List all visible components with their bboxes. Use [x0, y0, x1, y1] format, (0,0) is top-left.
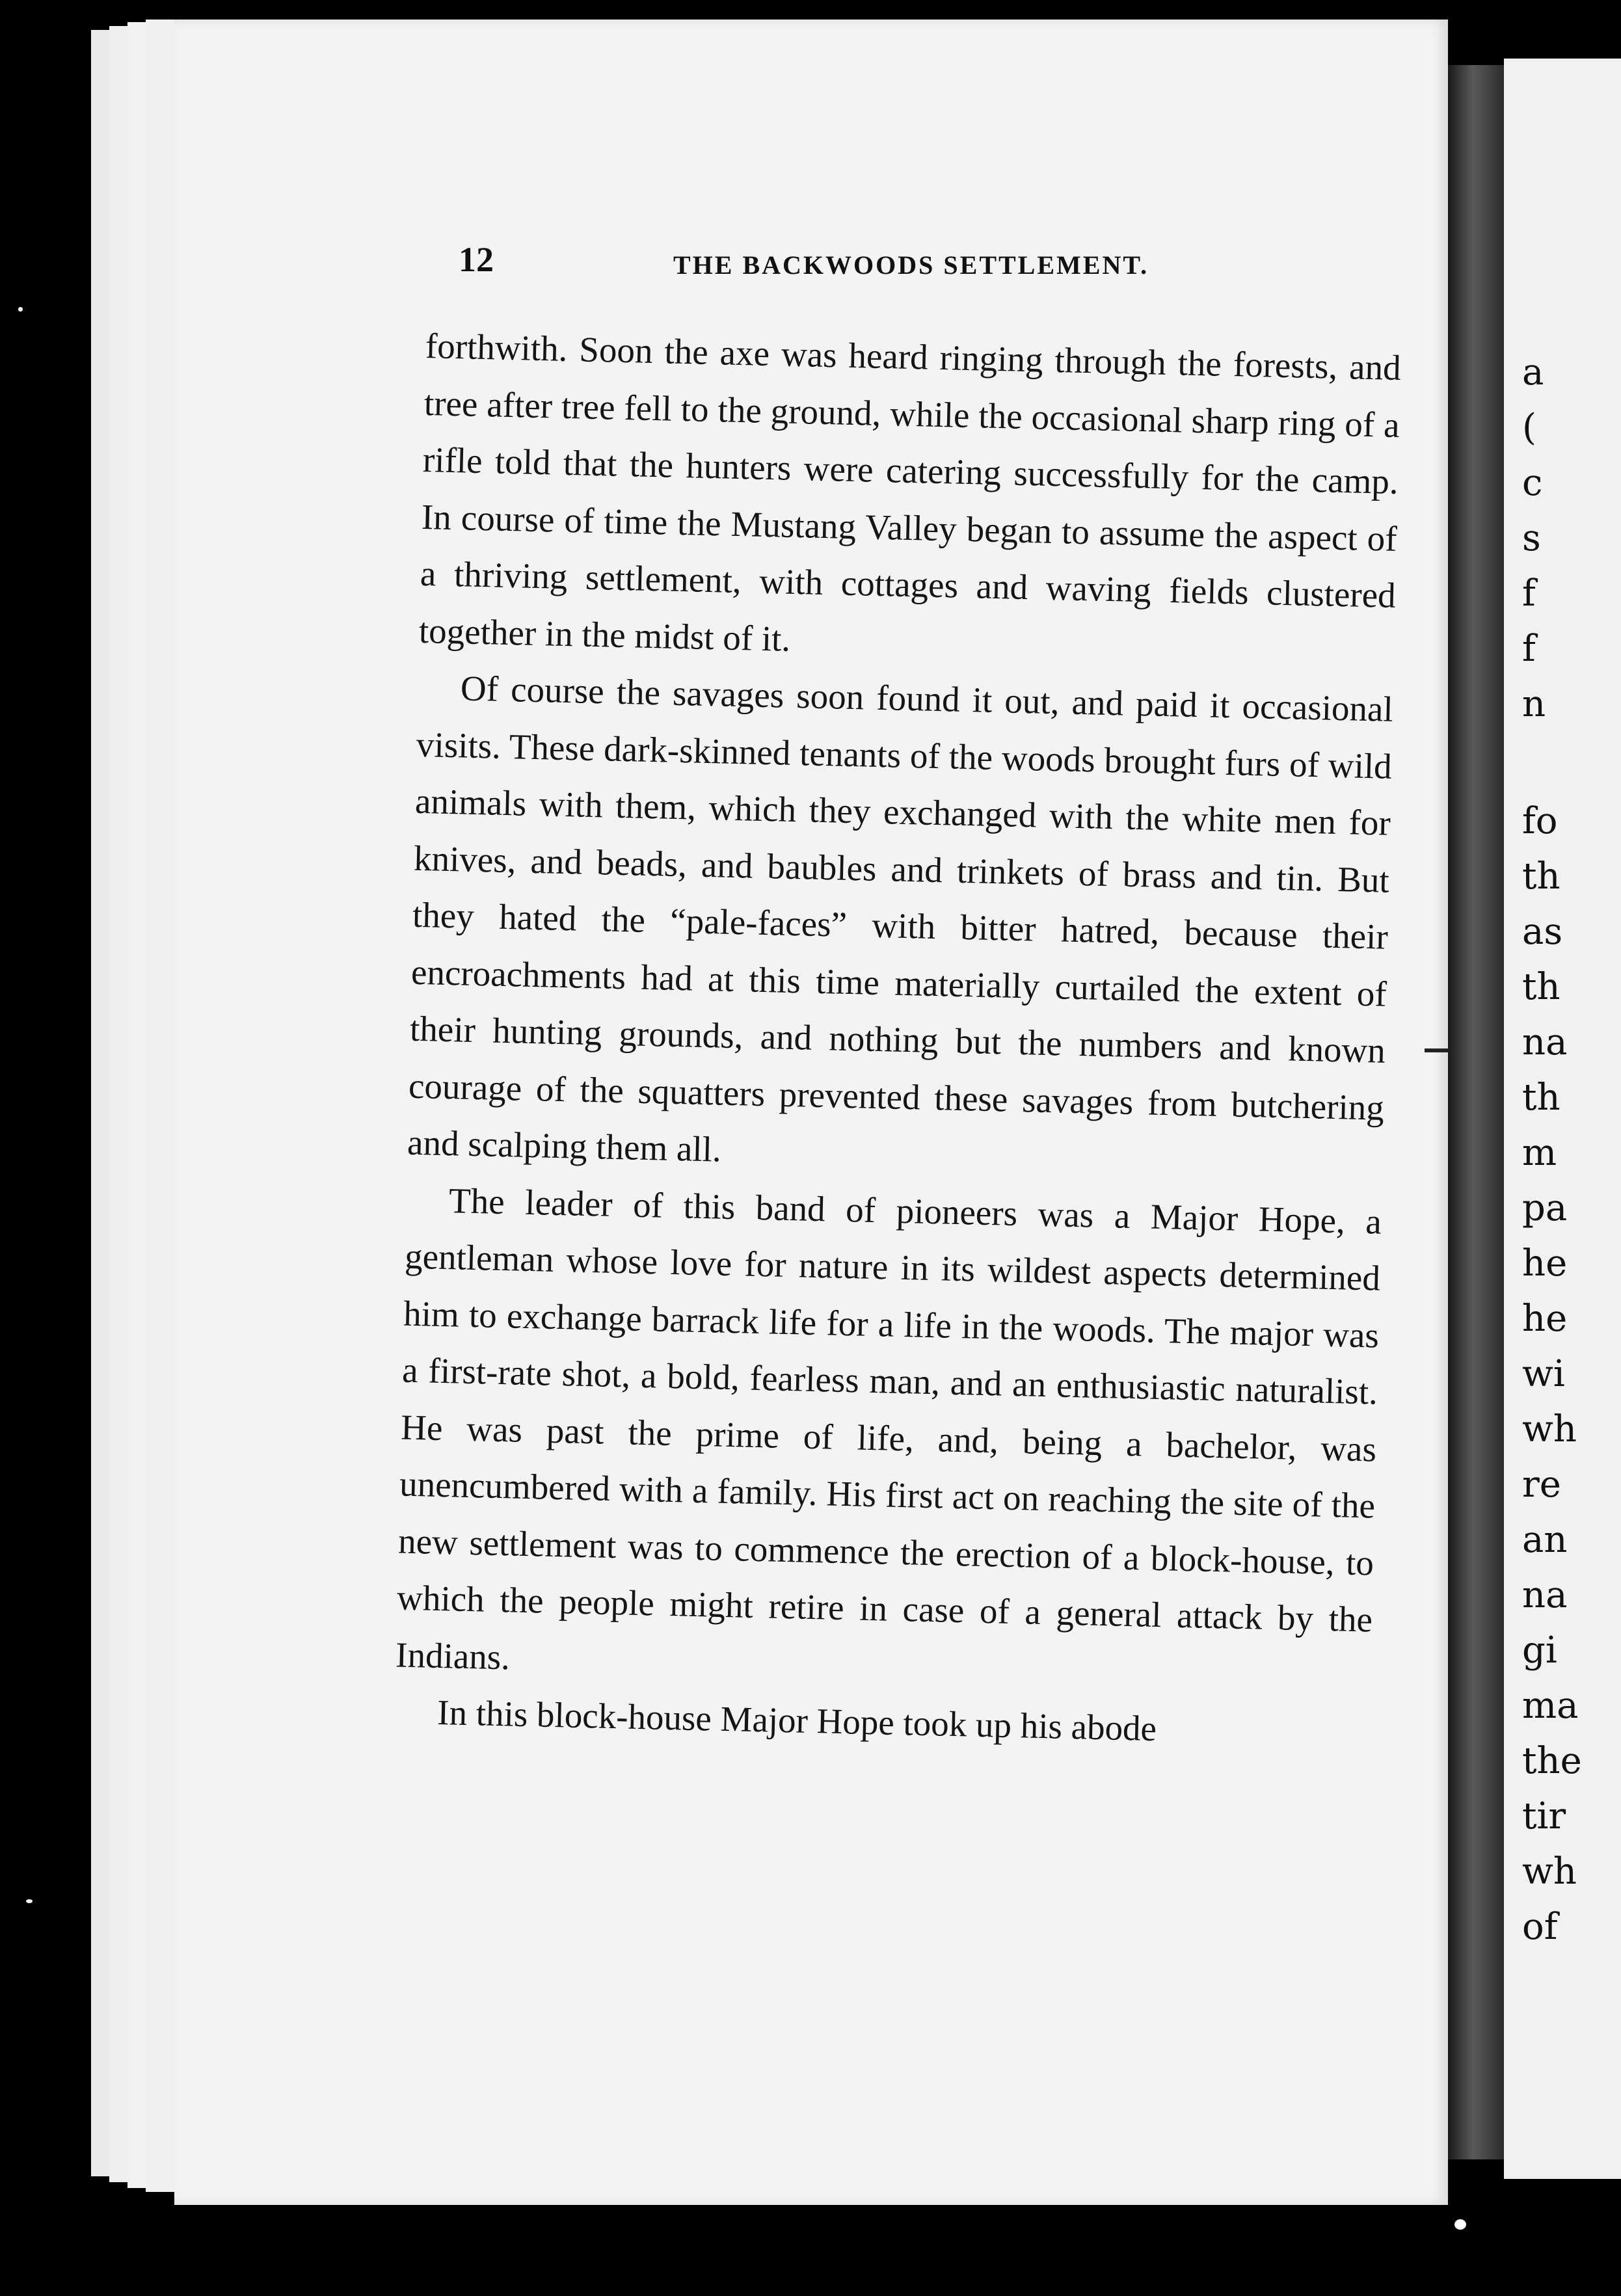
facing-page-line: wi	[1522, 1353, 1565, 1395]
facing-page-line: (	[1522, 407, 1536, 449]
facing-page-line: f	[1522, 572, 1536, 615]
running-head	[459, 239, 1382, 291]
facing-page-line: c	[1522, 462, 1543, 504]
facing-page-line: wh	[1522, 1408, 1577, 1450]
paragraph: Of course the savages soon found it out, and paid it occasional visits. These dark-skinned tenants of the woods brought furs of wild animals with them, which they exchanged with the white men for knives, and beads, and baubles and trinkets of brass and tin. But they hated the “pale-faces” with bitter hatred, because their encroachments had at this time materially curtailed the extent of their hunting grounds, and nothing but the numbers and known courage of the squatters prevented these savages from butchering and scalping them all.	[407, 668, 1394, 1169]
facing-page-line: as	[1522, 911, 1563, 953]
facing-page-line: na	[1522, 1574, 1568, 1616]
scan-speck	[26, 1899, 33, 1903]
facing-page-fragment	[1504, 59, 1621, 2179]
body-text	[394, 317, 1401, 1762]
page-number: 12	[459, 240, 494, 279]
scan-speck	[1454, 2219, 1466, 2230]
running-title: THE BACKWOODS SETTLEMENT.	[673, 250, 1149, 280]
facing-page-line: s	[1522, 517, 1541, 559]
paragraph: In this block-house Major Hope took up his abode	[436, 1692, 1157, 1749]
facing-page-line: pa	[1522, 1187, 1568, 1229]
facing-page-line: re	[1522, 1463, 1561, 1506]
scan-speck	[18, 307, 23, 312]
facing-page-line: fo	[1522, 800, 1558, 842]
facing-page-line: the	[1522, 1740, 1582, 1782]
facing-page-line: na	[1522, 1021, 1568, 1063]
paragraph: The leader of this band of pioneers was a Major Hope, a gentleman whose love for nature in its wildest aspects determined him to exchange barrack life for a life in the woods. The major was a first-rate shot, a bold, fearless man, and an enthusiastic naturalist. He was past the prime of life, and, being a bachelor, was unencumbered with a family. His first act on reaching the site of the new settlement was to commence the erection of a block-house, to which the people might retire in case of a general attack by the Indians.	[395, 1180, 1382, 1677]
facing-page-line: n	[1522, 683, 1546, 725]
paragraph: forthwith. Soon the axe was heard ringing through the forests, and tree after tree fell to the ground, while the occasional sharp ring of a rifle told that the hunters were catering successfully for the camp. In course of time the Mustang Valley began to assume the aspect of a thriving settlement, with cottages and waving fields clustered together in the midst of it.	[418, 325, 1402, 659]
facing-page-line: of	[1522, 1906, 1558, 1948]
facing-page-line: a	[1522, 351, 1544, 394]
facing-page-line: tir	[1522, 1795, 1566, 1837]
facing-page-line: th	[1522, 855, 1561, 898]
facing-page-line: gi	[1522, 1629, 1557, 1672]
facing-page-line: he	[1522, 1298, 1568, 1340]
facing-page-line: f	[1522, 628, 1536, 670]
book-gutter-shadow	[1448, 65, 1504, 2159]
facing-page-line: ma	[1522, 1685, 1579, 1727]
facing-page-line: th	[1522, 1076, 1561, 1119]
facing-page-line: m	[1522, 1132, 1557, 1174]
facing-page-line: wh	[1522, 1850, 1577, 1893]
facing-page-line: an	[1522, 1519, 1568, 1561]
facing-page-line: he	[1522, 1242, 1568, 1285]
facing-page-line: th	[1522, 966, 1561, 1008]
